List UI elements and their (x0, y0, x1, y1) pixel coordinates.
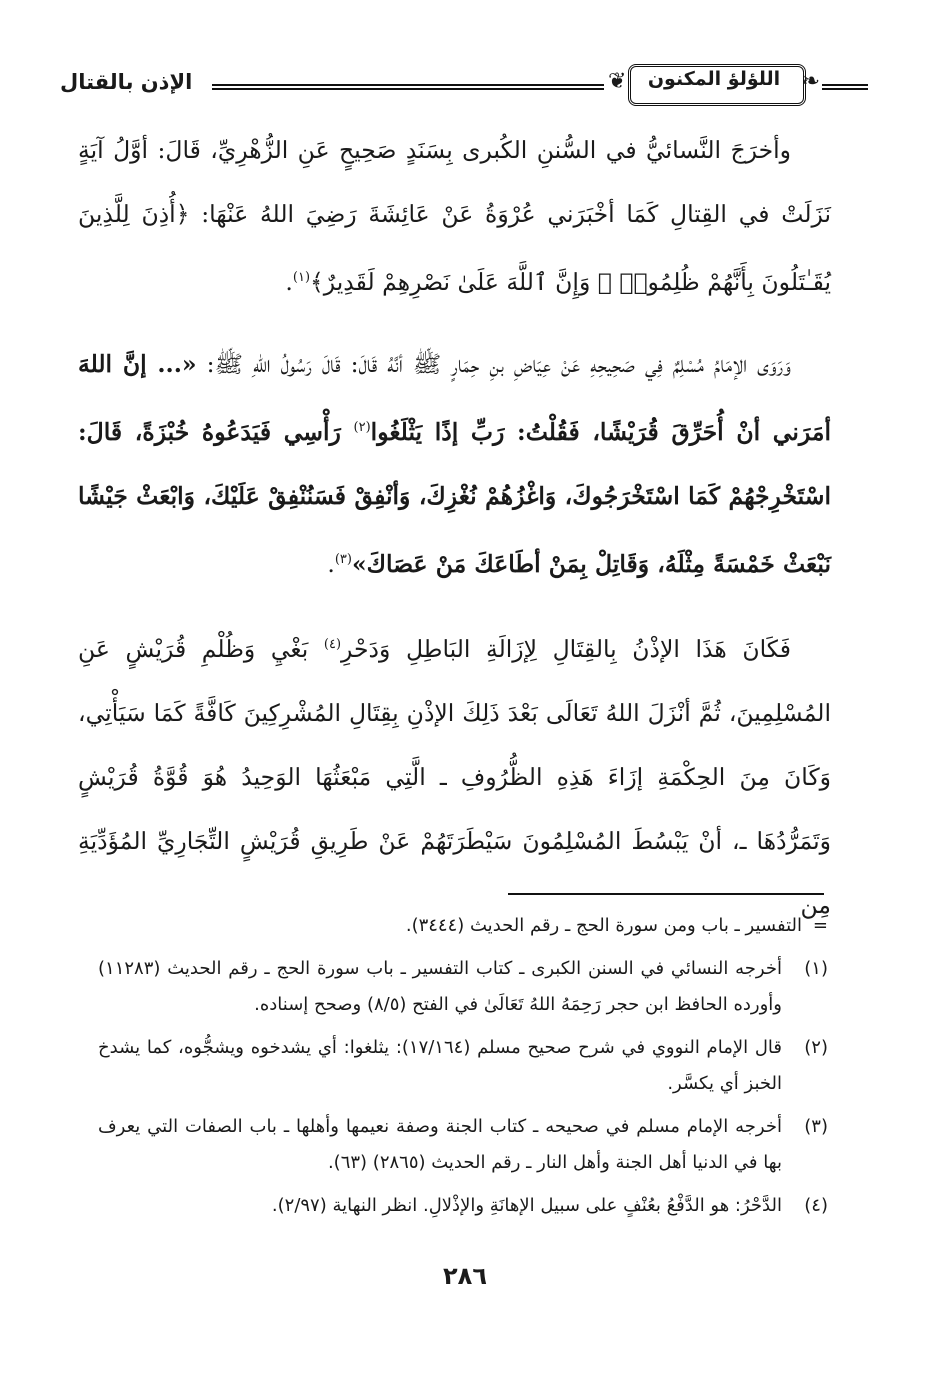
flourish-left-icon: ❦ (608, 69, 627, 94)
running-header (60, 58, 868, 110)
footnote-ref: (٤) (323, 637, 342, 653)
footnote-ref: (٣) (334, 551, 352, 567)
main-text (78, 118, 831, 937)
hadith-quote: «... إنَّ اللهَ أمَرَني أنْ أُحَرِّقَ قُرَيْشًا، فَقُلْتُ: رَبِّ إذًا يَثْلَغُوا (78, 349, 831, 446)
footnote-1 (98, 951, 828, 1023)
page-number: ٢٨٦ (443, 1262, 487, 1290)
header-rule-left (212, 84, 604, 90)
paragraph-end: . (285, 267, 293, 296)
footnote-number: = (812, 915, 828, 936)
header-rule-right (822, 84, 868, 90)
paragraph-end: . (327, 549, 335, 578)
footnote-number: (٤) (804, 1195, 828, 1216)
footnote-text: قال الإمام النووي في شرح صحيح مسلم (١٧/١٦٤): يثلغوا: أي يشدخوه ويشجُّوه، كما يشدخ الخبز أي يكسَّر. (98, 1037, 782, 1094)
chapter-title: الإذن بالقتال (60, 70, 193, 94)
footnote-ref: (٢) (353, 419, 371, 435)
footnote-separator (508, 893, 824, 895)
footnote-ref: (١) (292, 270, 311, 285)
footnote-number: (٣) (804, 1116, 828, 1137)
footnote-text: أخرجه النسائي في السنن الكبرى ـ كتاب التفسير ـ باب سورة الحج ـ رقم الحديث (١١٢٨٣) وأورده الحافظ ابن حجر رَحِمَهُ اللهُ تَعَالَىٰ في الفتح (٨/٥) وصحح إسناده. (98, 958, 782, 1015)
footnote-number: (٢) (804, 1037, 828, 1058)
paragraph-3 (78, 613, 831, 937)
footnote-continuation (98, 908, 828, 944)
footnote-number: (١) (804, 958, 828, 979)
flourish-right-icon: ❧ (801, 69, 820, 94)
book-title: اللؤلؤ المكنون (647, 68, 781, 90)
footnote-4 (98, 1188, 828, 1224)
paragraph-2 (78, 332, 831, 596)
footnote-text: التفسير ـ باب ومن سورة الحج ـ رقم الحديث (٣٤٤٤). (405, 915, 802, 936)
paragraph-text: وأخرَجَ النَّسائيُّ في السُّننِ الكُبرى بِسَنَدٍ صَحِيحٍ عَنِ الزُّهْرِيِّ، قَالَ: أوَّلُ آيَةٍ نَزَلَتْ في القِتالِ كَمَا أخْبَرَني عُرْوَةُ عَنْ عَائِشَةَ رَضِيَ اللهُ عَنْهَا: ﴿أُذِنَ لِلَّذِينَ يُقَـٰتَلُونَ بِأَنَّهُمْ ظُلِمُوا۟ ۚ وَإِنَّ ٱللَّهَ عَلَىٰ نَصْرِهِمْ لَقَدِيرٌ﴾ (78, 136, 831, 296)
footnote-3 (98, 1109, 828, 1181)
paragraph-text: فَكَانَ هَذَا الإذْنُ بِالقِتَالِ لِإزَالَةِ البَاطِلِ وَدَحْرِ (341, 635, 791, 664)
paragraph-text-rest: بَغْيِ وَظُلْمِ قُرَيْشٍ عَنِ المُسْلِمِينَ، ثُمَّ أنْزَلَ اللهُ تَعَالَى بَعْدَ ذَلِكَ الإذْنِ بِقِتَالِ المُشْرِكِينَ كَافَّةً كَمَا سَيَأْتِي، وَكَانَ مِنَ الحِكْمَةِ إزَاءَ هَذِهِ الظُّرُوفِ ـ الَّتِي مَبْعَثُهَا الوَحِيدُ هُوَ قُوَّةُ قُرَيْشٍ وَتَمَرُّدُهَا ـ، أنْ يَبْسُطَ المُسْلِمُونَ سَيْطَرَتَهُمْ عَنْ طَرِيقِ قُرَيْشٍ التِّجَارِيِّ المُؤَدِّيَةِ مِن (78, 635, 831, 920)
paragraph-1 (78, 118, 831, 314)
hadith-quote-rest: رَأْسِي فَيَدَعُوهُ خُبْزَةً، قَالَ: اسْتَخْرِجْهُمْ كَمَا اسْتَخْرَجُوكَ، وَاغْزُهُمْ نُغْزِكَ، وَأنْفِقْ فَسَنُنْفِقْ عَلَيْكَ، وَابْعَثْ جَيْشًا نَبْعَثْ خَمْسَةً مِثْلَهُ، وَقَاتِلْ بِمَنْ أطَاعَكَ مَنْ عَصَاكَ» (78, 417, 831, 578)
footnotes (98, 908, 828, 1231)
footnote-text: أخرجه الإمام مسلم في صحيحه ـ كتاب الجنة وصفة نعيمها وأهلها ـ باب الصفات التي يعرف بها في الدنيا أهل الجنة وأهل النار ـ رقم الحديث (٢٨٦٥) (٦٣). (98, 1116, 782, 1173)
book-title-ornament (608, 58, 820, 106)
footnote-2 (98, 1030, 828, 1102)
footnote-text: الدَّحْرُ: هو الدَّفْعُ بعُنْفٍ على سبيل الإهانَةِ والإذْلالِ. انظر النهاية (٢/٩٧). (271, 1195, 782, 1216)
paragraph-text: وَرَوَى الإمَامُ مُسْلِمٌ فِي صَحِيحِهِ عَنْ عِيَاضِ بنِ حِمَارٍ ﷺ أنَّهُ قَالَ: قَالَ رَسُولُ اللهِ ﷺ: (196, 349, 791, 378)
